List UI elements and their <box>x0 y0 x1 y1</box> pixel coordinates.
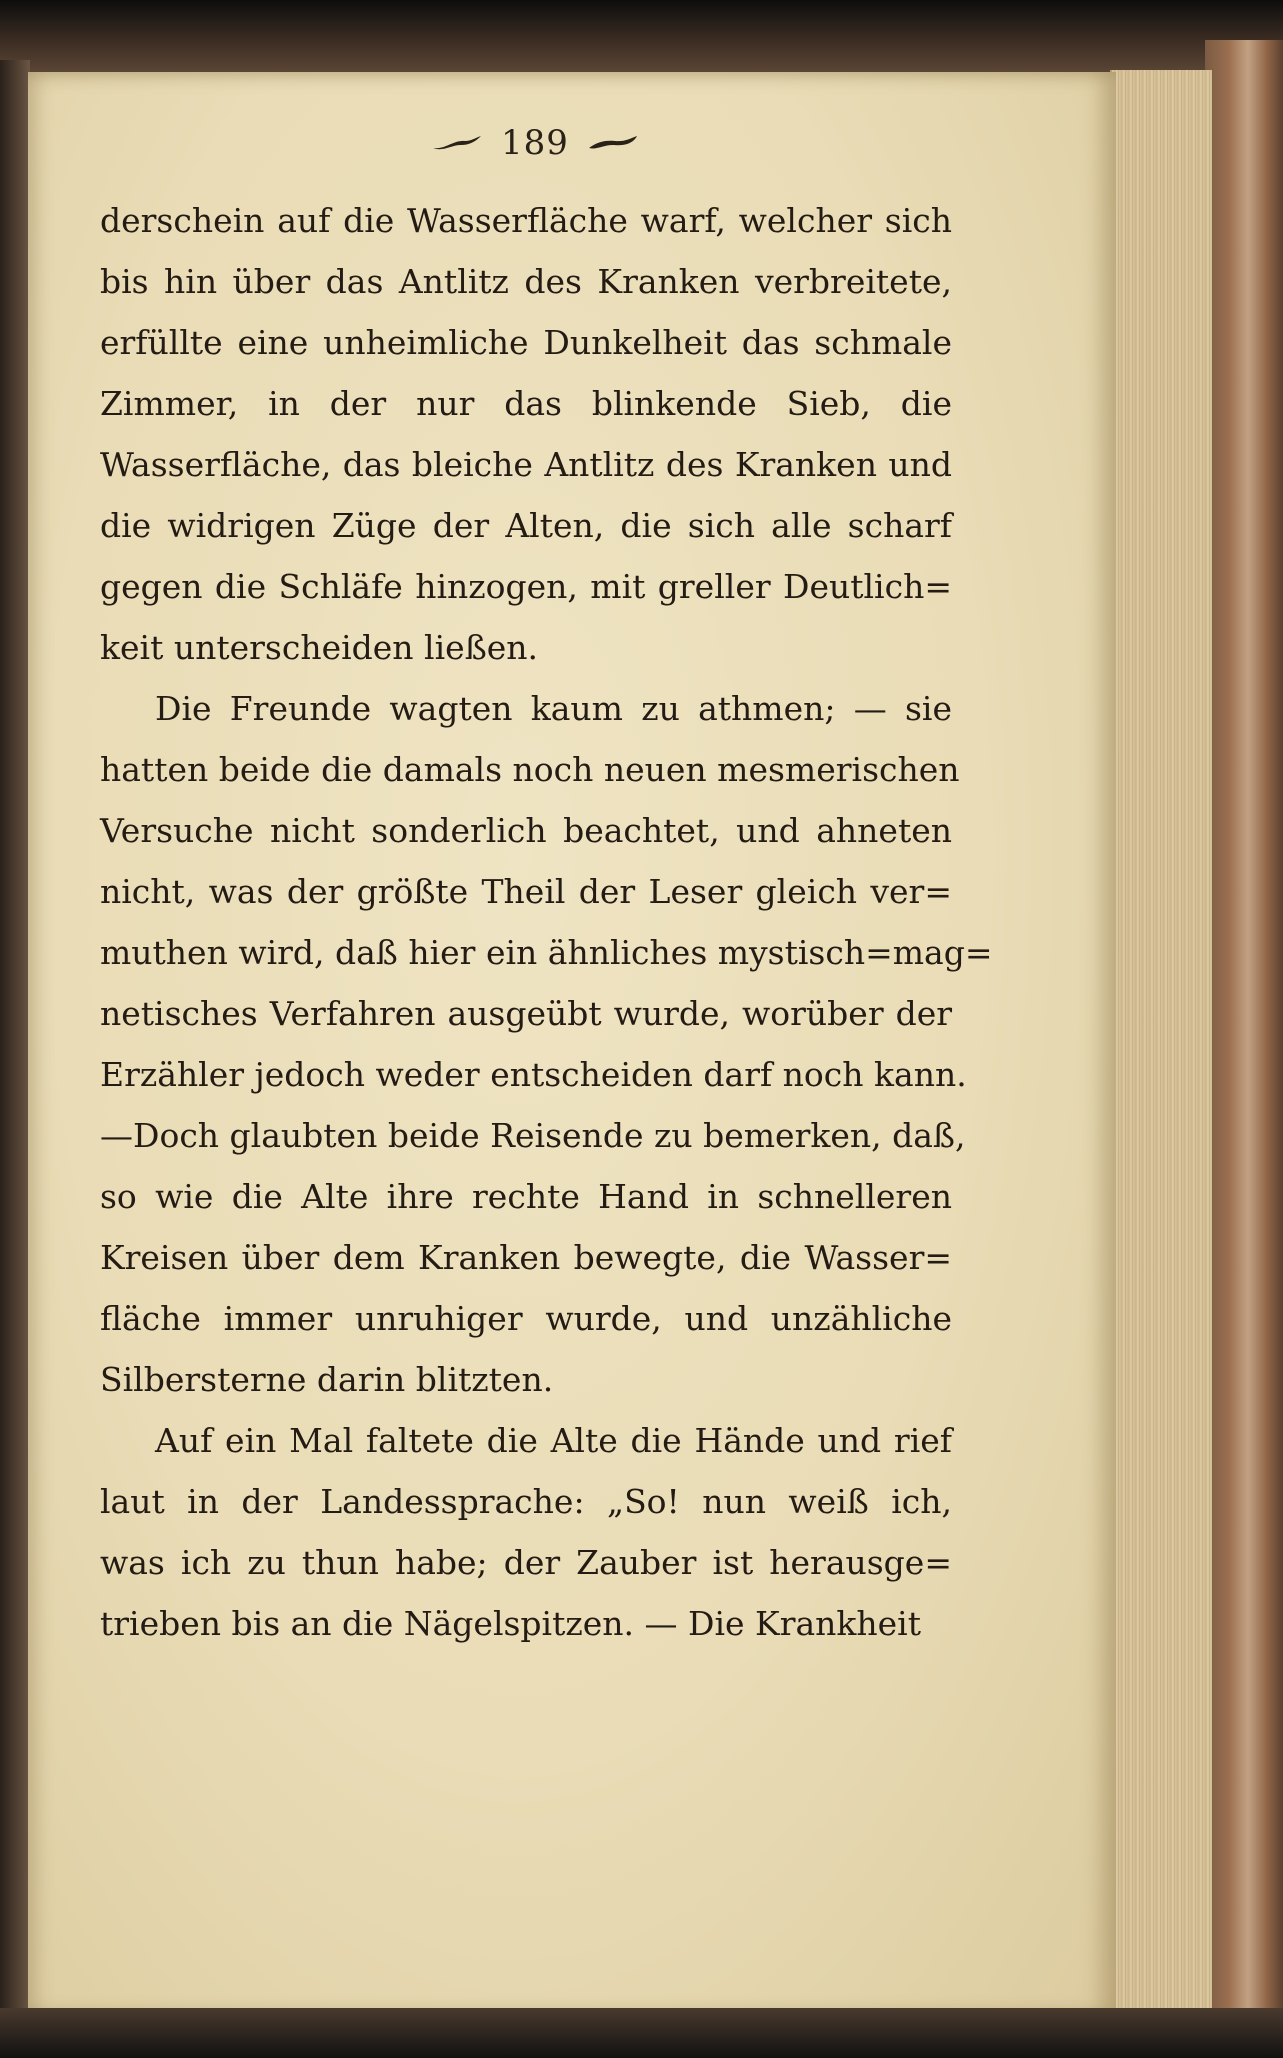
paragraph <box>100 1410 952 1654</box>
text-line: Zimmer, in der nur das blinkende Sieb, die <box>100 384 952 423</box>
book-cover-top-edge <box>0 0 1283 72</box>
text-line: laut in der Landessprache: „So! nun weiß ich, <box>100 1482 952 1521</box>
text-line: fläche immer unruhiger wurde, und unzähliche <box>100 1299 952 1338</box>
text-line: nicht, was der größte Theil der Leser gleich ver= <box>100 872 952 911</box>
book-cover-bottom-edge <box>0 2008 1283 2058</box>
right-ornament-icon <box>587 132 639 154</box>
text-line: Wasserfläche, das bleiche Antlitz des Kranken und <box>100 445 952 484</box>
text-line: Versuche nicht sonderlich beachtet, und ahneten <box>100 811 952 850</box>
text-line: Erzähler jedoch weder entscheiden darf noch kann. <box>100 1055 967 1094</box>
text-line: erfüllte eine unheimliche Dunkelheit das schmale <box>100 323 952 362</box>
body-text <box>100 190 993 1654</box>
page-number: 189 <box>501 123 569 163</box>
text-line: muthen wird, daß hier ein ähnliches mystisch=mag= <box>100 933 993 972</box>
text-line: —Doch glaubten beide Reisende zu bemerken, daß, <box>100 1116 966 1155</box>
text-line: bis hin über das Antlitz des Kranken verbreitete, <box>100 262 952 301</box>
paragraph <box>100 190 952 678</box>
text-line: Die Freunde wagten kaum zu athmen; — sie <box>155 689 952 728</box>
text-line: die widrigen Züge der Alten, die sich alle scharf <box>100 506 952 545</box>
page-stack-edges <box>1110 70 1212 2015</box>
text-line: hatten beide die damals noch neuen mesmerischen <box>100 750 960 789</box>
text-line: derschein auf die Wasserfläche warf, welcher sich <box>100 201 952 240</box>
text-line: gegen die Schläfe hinzogen, mit greller Deutlich= <box>100 567 952 606</box>
book-cover-left-edge <box>0 60 30 2020</box>
left-ornament-icon <box>431 132 483 154</box>
text-line: Kreisen über dem Kranken bewegte, die Wasser= <box>100 1238 952 1277</box>
page-header <box>400 118 670 168</box>
text-line: netisches Verfahren ausgeübt wurde, worüber der <box>100 994 952 1033</box>
text-line: Auf ein Mal faltete die Alte die Hände und rief <box>155 1421 952 1460</box>
text-line: was ich zu thun habe; der Zauber ist herausge= <box>100 1543 952 1582</box>
text-line: keit unterscheiden ließen. <box>100 628 539 667</box>
paragraph <box>100 678 993 1410</box>
text-line: trieben bis an die Nägelspitzen. — Die Krankheit <box>100 1604 921 1643</box>
text-line: so wie die Alte ihre rechte Hand in schnelleren <box>100 1177 952 1216</box>
text-line: Silbersterne darin blitzten. <box>100 1360 554 1399</box>
book-cover-right-edge <box>1205 40 1283 2020</box>
